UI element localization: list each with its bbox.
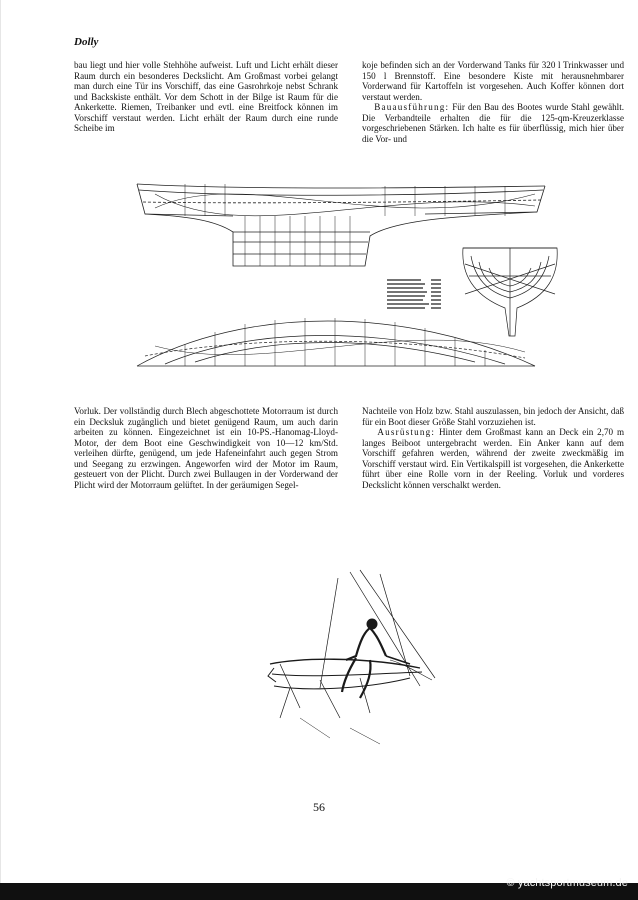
- text-bottom-right-part2: Hinter dem Großmast kann an Deck ein 2,70 m langes Beiboot untergebracht werden. Ein Anker kann auf dem Vorschiff gefahren werden, während der zweite zweckmäßig im Vorschiff verstaut wird. Ein Vertikalspill ist vorgesehen, die Ankerkette führt über eine Rolle vorn in der Reeling. Vorluk und vorderes Deckslicht können verschalkt werden.: [362, 427, 625, 490]
- article-text-bottom-left: Vorluk. Der vollständig durch Blech abgeschottete Motorraum ist durch ein Decksluk zugänglich und bietet genügend Raum, um auch darin arbeiten zu können. Eingezeichnet ist ein 10-PS.-Hanomag-Lloyd-Motor, der dem Boot eine Geschwindigkeit von 10—12 km/Std. verleihen dürfte, genügend, um jede Hafeneinfahrt auch gegen Strom und Seegang zu erzwingen. Angeworfen wird der Motor im Raum, gesteuert von der Plicht. Durch zwei Bullaugen in der Vorderwand der Plicht wird der Motorraum gelüftet. In der geräumigen Segel-: [74, 406, 338, 490]
- profile-view: [137, 184, 545, 266]
- article-text-top-right: [362, 60, 624, 144]
- section-heading-ausruestung: Ausrüstung:: [377, 427, 436, 438]
- page-number: 56: [313, 800, 325, 814]
- section-heading-bauausfuehrung: Bauausführung:: [374, 102, 450, 113]
- watermark: © yachtsportmuseum.de: [506, 877, 628, 889]
- waterlines-view: [137, 318, 535, 366]
- article-text-top-left: bau liegt und hier volle Stehhöhe aufweist. Luft und Licht erhält dieser Raum durch ein besonderes Deckslicht. Am Großmast vorbei gelangt man durch eine Tür ins Vorschiff, das eine Gasrohrkoje nebst Schrank und Backskiste enthält. Vor dem Schott in der Bilge ist Raum für die Ankerkette. Riemen, Treibanker und evtl. eine Breitfock können im Vorschiff verstaut werden. Licht erhält der Raum durch eine runde Scheibe im: [74, 60, 338, 134]
- article-text-bottom-right: [362, 406, 624, 490]
- lines-plan-drawing: [125, 176, 565, 376]
- sailor-sketch: [260, 568, 440, 748]
- text-top-right-part2: Für den Bau des Bootes wurde Stahl gewählt. Die Verbandteile erhalten die für die 125-qm-Kreuzerklasse vorgeschriebenen Stärken. Ich halte es für überflüssig, mich hier über die Vor- und: [362, 102, 625, 144]
- running-header-title: Dolly: [74, 36, 99, 48]
- text-bottom-right-part1: Nachteile von Holz bzw. Stahl auszulassen, bin jedoch der Ansicht, daß für ein Boot dieser Größe Stahl vorzuziehen ist.: [362, 406, 624, 427]
- text-top-right-part1: koje befinden sich an der Vorderwand Tanks für 320 l Trinkwasser und 150 l Brennstoff. Eine besondere Kiste mit herausnehmbarer Vorderwand für Kartoffeln ist vorgesehen. Auch Koffer können dort verstaut werden.: [362, 60, 624, 102]
- body-plan-view: [463, 248, 557, 336]
- dimension-table: [387, 280, 441, 308]
